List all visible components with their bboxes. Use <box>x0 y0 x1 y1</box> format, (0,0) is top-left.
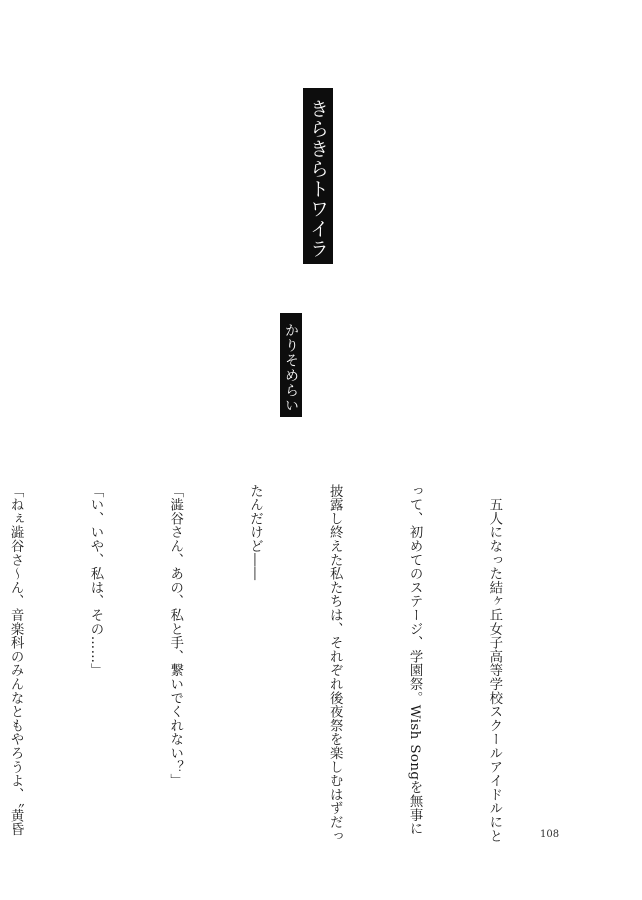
paragraph: って、初めてのステージ、学園祭。Wish Songを無事に <box>407 484 423 836</box>
paragraph: 五人になった結ヶ丘女子高等学校スクールアイドルにと <box>486 484 502 843</box>
paragraph: 「ねぇ澁谷さ～ん、音楽科のみんなともやろうよ、〝黄昏 <box>8 484 24 837</box>
paragraph: 「澁谷さん、あの、私と手、繋いでくれない？」 <box>167 484 183 788</box>
paragraph: 「い、いや、私は、その……」 <box>87 484 103 678</box>
paragraph: 披露し終えた私たちは、それぞれ後夜祭を楽しむはずだっ <box>327 484 343 843</box>
page-number: 108 <box>540 829 560 840</box>
paragraph: たんだけど―― <box>247 484 263 581</box>
story-title: きらきらトワイライト <box>303 88 333 264</box>
author-name: かりそめらいおん <box>280 313 302 417</box>
